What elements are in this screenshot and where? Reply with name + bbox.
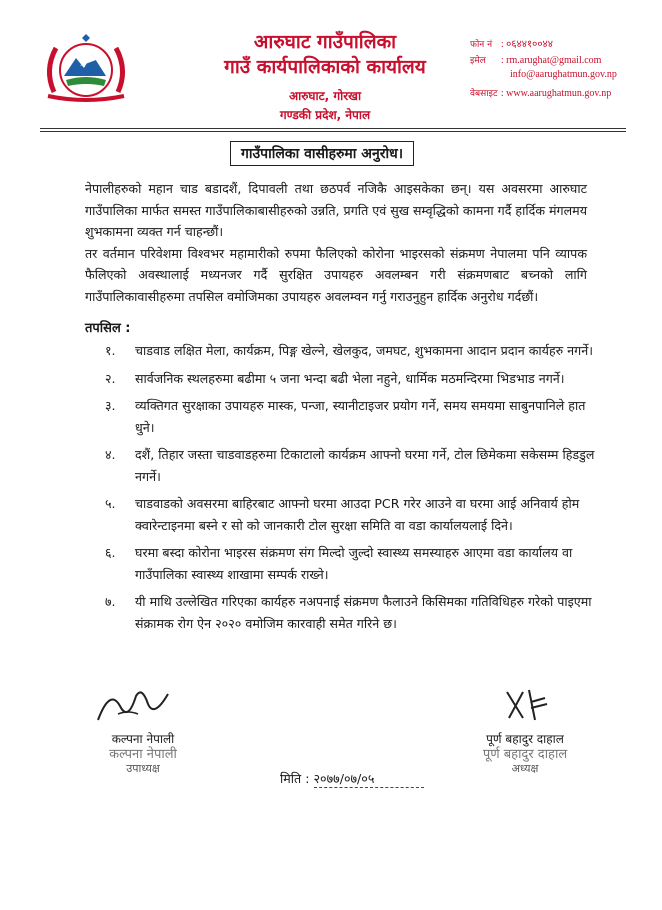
item-text: चाडवाड लक्षित मेला, कार्यक्रम, पिङ्ग खेल्ने, खेलकुद, जमघट, शुभकामना आदान प्रदान कार्यहरु नगर्ने। — [135, 343, 594, 358]
signature-block-right — [450, 684, 600, 776]
address-line: आरुघाट, गोरखा — [288, 89, 362, 103]
item-text: व्यक्तिगत सुरक्षाका उपायहरु मास्क, पन्जा, स्यानीटाइजर प्रयोग गर्ने, समय समयमा साबुनपानिले हात धुने। — [135, 398, 586, 435]
phone-label: फोन नं — [470, 40, 493, 50]
date-value: २०७७/०७/०५ — [314, 770, 424, 788]
item-number: ७. — [105, 594, 116, 609]
tapsil-heading: तपसिल : — [85, 321, 131, 336]
item-number: ५. — [105, 496, 116, 511]
phone-value: : ०६४४१००४४ — [500, 39, 553, 50]
header-divider-2 — [40, 131, 626, 132]
item-number: २. — [105, 370, 116, 386]
date-line — [280, 770, 424, 788]
office-name: गाउँ कार्यपालिकाको कार्यालय — [224, 56, 426, 78]
item-text: घरमा बस्दा कोरोना भाइरस संक्रमण संग मिल्दो जुल्दो स्वास्थ्य समस्याहरु आएमा वडा कार्यालय वा गाउँपालिका स्वास्थ्य शाखामा सम्पर्क राख्ने। — [135, 545, 573, 582]
list-item — [105, 591, 595, 634]
org-name: आरुघाट गाउँपालिका — [253, 31, 397, 53]
signatory-role-right: अध्यक्ष — [511, 762, 539, 775]
list-item — [105, 493, 595, 536]
signatory-name-left: कल्पना नेपाली — [111, 732, 175, 746]
signatory-role-left: उपाध्यक्ष — [126, 762, 160, 775]
item-text: यी माथि उल्लेखित गरिएका कार्यहरु नअपनाई संक्रमण फैलाउने किसिमका गतिविधिहरु गरेको पाइएमा संक्रामक रोग ऐन २०२० वमोजिम कारवाही समेत गरिने छ। — [135, 594, 592, 631]
website-value[interactable]: : www.aarughatmun.gov.np — [500, 88, 612, 99]
stamp-name-left: कल्पना नेपाली — [109, 747, 177, 762]
item-text: सार्वजनिक स्थलहरुमा बढीमा ५ जना भन्दा बढी भेला नहुने, धार्मिक मठमन्दिरमा भिडभाड नगर्ने। — [135, 370, 565, 386]
measures-list — [105, 340, 595, 640]
list-item — [105, 444, 595, 487]
list-item — [105, 395, 595, 438]
header-divider — [40, 128, 626, 129]
signature-mark-right — [495, 684, 555, 726]
date-label: मिति : — [280, 771, 310, 786]
paragraph: तर वर्तमान परिवेशमा विश्वभर महामारीको रुपमा फैलिएको कोरोना भाइरसको संक्रमण नेपालमा पनि व्यापक फैलिएको अवस्थालाई मध्यनजर गर्दै सुरक्षित उपायहरु अवलम्बन गरी संक्रमणबाट बच्नको लागि गाउँपालिकावासीहरुमा तपसिल वमोजिमका उपायहरु अवलम्वन गर्नु गराउनुहुन हार्दिक अनुरोध गर्दछौं। — [85, 245, 587, 304]
email-label: इमेल — [470, 56, 486, 66]
item-number: ३. — [105, 398, 116, 413]
list-item — [105, 368, 595, 390]
item-text: दशैं, तिहार जस्ता चाडवाडहरुमा टिकाटालो कार्यक्रम आफ्नो घरमा गर्ने, टोल छिमेकमा सकेसम्म हिडडुल नगर्ने। — [135, 447, 595, 484]
item-text: चाडवाडको अवसरमा बाहिरबाट आफ्नो घरमा आउदा PCR गरेर आउने वा घरमा आई अनिवार्य होम क्वारेन्टाइनमा बस्ने र सो को जानकारी टोल सुरक्षा समिति वा वडा कार्यालयलाई दिने। — [135, 496, 580, 533]
email-value-1[interactable]: : rm.arughat@gmail.com — [500, 55, 602, 66]
letter-body — [85, 178, 587, 307]
subject-box: गाउँपालिका वासीहरुमा अनुरोध। — [230, 141, 414, 166]
signature-block-left — [78, 684, 208, 776]
item-number: ४. — [105, 447, 116, 462]
item-number: १. — [105, 343, 116, 358]
stamp-name-right: पूर्ण बहादुर दाहाल — [482, 747, 568, 762]
signatory-name-right: पूर्ण बहादुर दाहाल — [486, 732, 564, 746]
paragraph: नेपालीहरुको महान चाड बडादशैं, दिपावली तथा छठपर्व नजिकै आइसकेका छन्। यस अवसरमा आरुघाट गाउँपालिका मार्फत समस्त गाउँपालिकाबासीहरुको उन्नति, प्रगति एवं सुख सम्वृद्धिको कामना गर्दै हार्दिक मंगलमय शुभकामना व्यक्त गर्न चाहन्छौं। — [85, 181, 587, 239]
list-item — [105, 542, 595, 585]
email-value-2[interactable]: info@aarughatmun.gov.np — [510, 69, 617, 80]
item-number: ६. — [105, 545, 116, 560]
municipality-logo — [40, 30, 132, 108]
signature-mark-left — [88, 684, 198, 726]
website-label: वेबसाइट — [470, 89, 498, 99]
list-item — [105, 340, 595, 362]
province-line: गण्डकी प्रदेश, नेपाल — [279, 108, 371, 122]
